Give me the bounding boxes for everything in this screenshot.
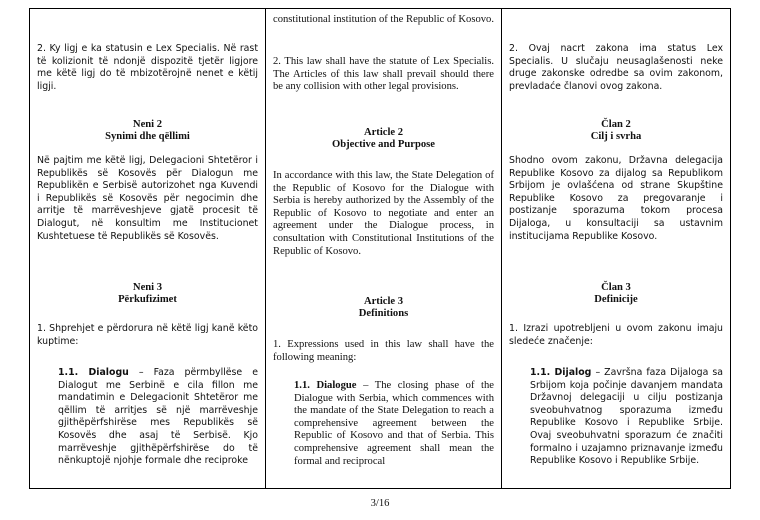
article-3-number: Neni 3 <box>132 282 163 293</box>
article-3-title: Definicije <box>594 294 638 305</box>
definition-1-1 <box>530 367 723 468</box>
column-english <box>266 9 502 488</box>
article-2-title: Objective and Purpose <box>332 139 435 150</box>
article-2-number: Član 2 <box>601 119 631 130</box>
article-3-title: Definitions <box>358 308 409 319</box>
trilingual-table <box>29 8 731 489</box>
definition-term: 1.1. Dialogue <box>294 380 357 391</box>
article-3-number: Član 3 <box>601 282 631 293</box>
definition-1-1 <box>58 367 258 468</box>
article-3-paragraph-1: 1. Izrazi upotrebljeni u ovom zakonu imaju sledeće značenje: <box>509 323 723 347</box>
column-albanian <box>30 9 266 488</box>
paragraph-2: 2. Ky ligj e ka statusin e Lex Specialis. Në rast të kolizionit të ndonjë dispozitë tjetër ligjore me këtë ligj do të mbizotërojnë nenet e këtij ligji. <box>37 43 258 92</box>
definition-text: – Faza përmbyllëse e Dialogut me Serbinë e cila fillon me mandatimin e Delegacionit Shtetëror me qëllim të arritjes së një marrëveshje gjithëpërfshirëse mes Republikës së Kosovës dhe asaj të Serbisë. Kjo marrëveshje gjithëpërfshirëse do të nënkuptojë njohje formale dhe reciproke <box>58 367 258 467</box>
definition-1-1 <box>294 380 494 468</box>
article-2-text: Në pajtim me këtë ligj, Delegacioni Shtetëror i Republikës së Kosovës për Dialogun me Republikën e Serbisë autorizohet nga Kuvendi i Republikës së Kosovës për negocimin dhe arritje të marrëveshjeve gjatë procesit të Dialogut, në konsultim me Institucionet Kushtetuese të Republikës së Kosovës. <box>37 155 258 242</box>
article-2-text: Shodno ovom zakonu, Državna delegacija Republike Kosovo za dijalog sa Republikom Srbijom je ovlašćena od strane Skupštine Republike Kosovo za pregovaranje i postizanje sporazuma tokom procesa Dijaloga, u konsultaciji sa ustavnim institucijama Republike Kosovo. <box>509 155 723 242</box>
article-3-paragraph-1: 1. Shprehjet e përdorura në këtë ligj kanë këto kuptime: <box>37 323 258 347</box>
article-2-text: In accordance with this law, the State Delegation of the Republic of Kosovo for the Dialogue with Serbia is hereby authorized by the Assembly of the Republic of Kosovo to negotiate and enter an agreement under the Dialogue process, in consultation with Constitutional Institutions of the Republic of Kosovo. <box>273 170 494 257</box>
article-2-title: Cilj i svrha <box>590 131 642 142</box>
column-serbian <box>502 9 730 488</box>
definition-text: – The closing phase of the Dialogue with Serbia, which commences with the mandate of the State Delegation to reach a comprehensive agreement between the Republic of Kosovo and that of Serbia. This comprehensive agreement shall mean the formal and reciprocal <box>294 380 494 467</box>
paragraph-2: 2. This law shall have the statute of Lex Specialis. The Articles of this law shall prevail should there be any collision with other legal provisions. <box>273 56 494 93</box>
article-2-title: Synimi dhe qëllimi <box>105 131 190 142</box>
definition-text: – Završna faza Dijaloga sa Srbijom koja počinje davanjem mandata Državnoj delegaciji u cilju postizanja sveobuhvatnog sporazuma između Republike Kosovo i Republike Srbije. Ovaj sveobuhvatni sporazum će značiti formalno i uzajamno priznavanje između Republike Kosovo i Republike Srbije. <box>530 367 723 467</box>
continued-text: constitutional institution of the Republic of Kosovo. <box>273 14 494 25</box>
definition-term: 1.1. Dialogu <box>58 367 129 378</box>
page-number: 3/16 <box>370 498 390 509</box>
paragraph-2: 2. Ovaj nacrt zakona ima status Lex Specialis. U slučaju neusaglašenosti neke druge zakonske odredbe sa ovim zakonom, prevladaće članovi ovog zakona. <box>509 43 723 92</box>
article-2-number: Article 2 <box>363 127 404 138</box>
article-2-number: Neni 2 <box>132 119 163 130</box>
article-3-paragraph-1: 1. Expressions used in this law shall have the following meaning: <box>273 339 494 363</box>
article-3-number: Article 3 <box>363 296 404 307</box>
article-3-title: Përkufizimet <box>118 294 177 305</box>
definition-term: 1.1. Dijalog <box>530 367 592 378</box>
